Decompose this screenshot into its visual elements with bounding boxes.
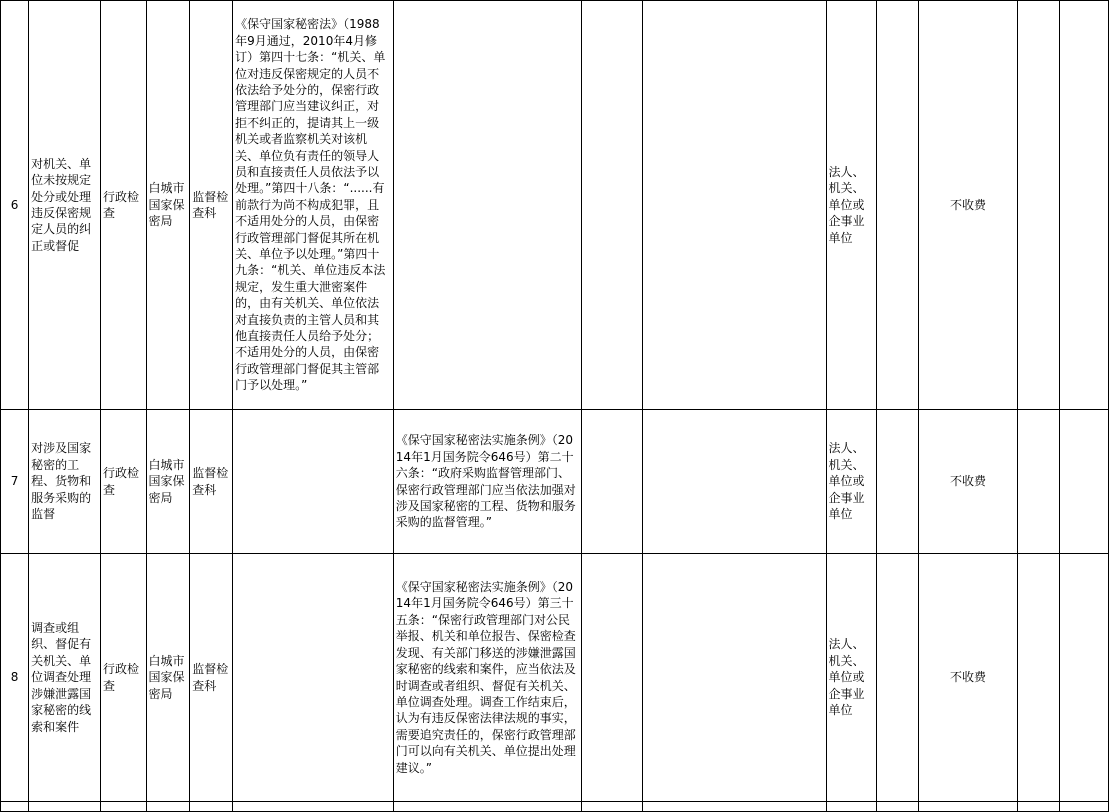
empty-cell: [1017, 1, 1059, 410]
empty-cell: [1060, 1, 1109, 410]
item-type-cell: 行政检查: [100, 410, 146, 554]
fee-cell: 不收费: [919, 1, 1017, 410]
empty-cell: [233, 802, 394, 812]
empty-cell: [1017, 410, 1059, 554]
table-row: [1, 410, 1109, 554]
table-row: [1, 1, 1109, 410]
legal-basis-cell: [233, 410, 394, 554]
target-cell: 法人、机关、单位或企事业单位: [826, 1, 876, 410]
item-type-cell: 行政检查: [100, 554, 146, 802]
legal-basis-regulation-cell: [393, 1, 581, 410]
empty-cell: [29, 802, 101, 812]
empty-cell: [1017, 802, 1059, 812]
empty-cell: [643, 802, 827, 812]
item-name-cell: 对涉及国家秘密的工程、货物和服务采购的监督: [29, 410, 101, 554]
item-name-cell: 对机关、单位未按规定处分或处理违反保密规定人员的纠正或督促: [29, 1, 101, 410]
fee-cell: 不收费: [919, 410, 1017, 554]
item-name-cell: 调查或组织、督促有关机关、单位调查处理涉嫌泄露国家秘密的线索和案件: [29, 554, 101, 802]
row-number-cell: 8: [1, 554, 29, 802]
empty-cell: [581, 410, 642, 554]
empty-cell: [581, 802, 642, 812]
target-cell: 法人、机关、单位或企事业单位: [826, 410, 876, 554]
unit-cell: 监督检查科: [190, 1, 233, 410]
legal-basis-regulation-cell: 《保守国家秘密法实施条例》（2014年1月国务院令646号）第三十五条：“保密行政管理部门对公民举报、机关和单位报告、保密检查发现、有关部门移送的涉嫌泄露国家秘密的线索和案件，应当依法及时调查或者组织、督促有关机关、单位调查处理。调查工作结束后，认为有违反保密法律法规的事实，需要追究责任的，保密行政管理部门可以向有关机关、单位提出处理建议。”: [393, 554, 581, 802]
empty-cell: [643, 410, 827, 554]
empty-cell: [643, 554, 827, 802]
fee-cell: 不收费: [919, 554, 1017, 802]
row-number-cell: 7: [1, 410, 29, 554]
table-row: [1, 802, 1109, 812]
target-cell: 法人、机关、单位或企事业单位: [826, 554, 876, 802]
department-cell: 白城市国家保密局: [146, 1, 190, 410]
unit-cell: 监督检查科: [190, 410, 233, 554]
empty-cell: [643, 1, 827, 410]
empty-cell: [393, 802, 581, 812]
empty-cell: [1060, 554, 1109, 802]
empty-cell: [581, 1, 642, 410]
empty-cell: [1060, 410, 1109, 554]
row-number-cell: 6: [1, 1, 29, 410]
empty-cell: [876, 554, 918, 802]
unit-cell: 监督检查科: [190, 554, 233, 802]
legal-basis-regulation-cell: 《保守国家秘密法实施条例》（2014年1月国务院令646号）第二十六条：“政府采购监督管理部门、保密行政管理部门应当依法加强对涉及国家秘密的工程、货物和服务采购的监督管理。”: [393, 410, 581, 554]
empty-cell: [146, 802, 190, 812]
department-cell: 白城市国家保密局: [146, 554, 190, 802]
legal-basis-cell: 《保守国家秘密法》（1988年9月通过，2010年4月修订）第四十七条：“机关、单位对违反保密规定的人员不依法给予处分的，保密行政管理部门应当建议纠正，对拒不纠正的，提请其上一级机关或者监察机关对该机关、单位负有责任的领导人员和直接责任人员依法予以处理。”第四十八条：“......有前款行为尚不构成犯罪，且不适用处分的人员，由保密行政管理部门督促其所在机关、单位予以处理。”第四十九条：“机关、单位违反本法规定，发生重大泄密案件的，由有关机关、单位依法对直接负责的主管人员和其他直接责任人员给予处分；不适用处分的人员，由保密行政管理部门督促其主管部门予以处理。”: [233, 1, 394, 410]
empty-cell: [1017, 554, 1059, 802]
empty-cell: [190, 802, 233, 812]
empty-cell: [876, 1, 918, 410]
empty-cell: [826, 802, 876, 812]
empty-cell: [100, 802, 146, 812]
empty-cell: [876, 410, 918, 554]
empty-cell: [1, 802, 29, 812]
empty-cell: [876, 802, 918, 812]
department-cell: 白城市国家保密局: [146, 410, 190, 554]
empty-cell: [581, 554, 642, 802]
empty-cell: [919, 802, 1017, 812]
table-row: [1, 554, 1109, 802]
legal-basis-cell: [233, 554, 394, 802]
item-type-cell: 行政检查: [100, 1, 146, 410]
empty-cell: [1060, 802, 1109, 812]
